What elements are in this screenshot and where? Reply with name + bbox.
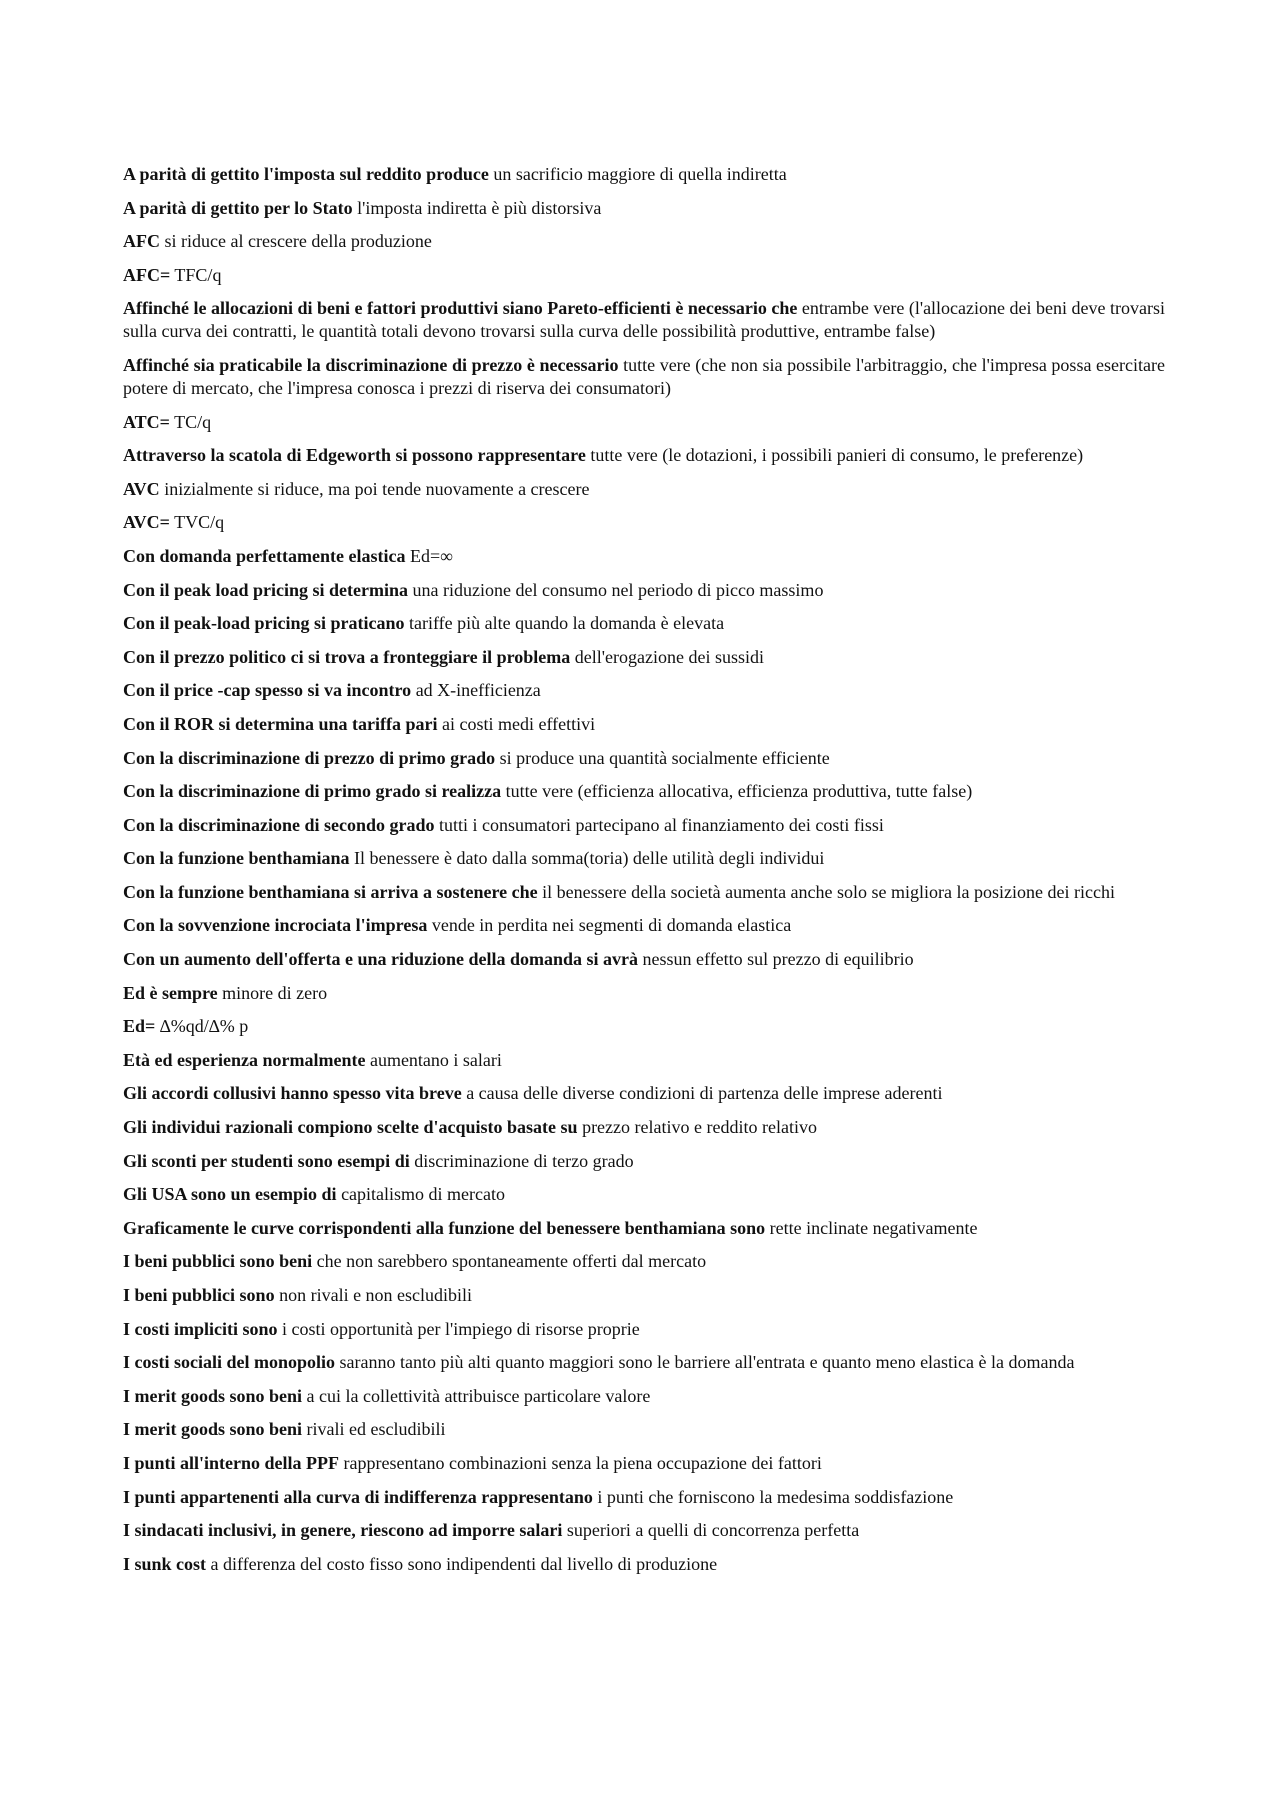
entry-question: Con la funzione benthamiana — [123, 848, 350, 869]
entry-question: Con il peak-load pricing si praticano — [123, 613, 405, 634]
entry-answer: tutti i consumatori partecipano al finanziamento dei costi fissi — [434, 814, 884, 835]
list-item — [123, 579, 1165, 602]
entry-question: I merit goods sono beni — [123, 1385, 303, 1406]
list-item — [123, 1519, 1165, 1542]
entry-question: AVC — [123, 478, 160, 499]
entry-question: Con la funzione benthamiana si arriva a sostenere che — [123, 881, 538, 902]
list-item — [123, 1015, 1165, 1038]
entry-answer: prezzo relativo e reddito relativo — [577, 1117, 817, 1138]
entry-question: Ed è sempre — [123, 982, 218, 1003]
entry-answer: dell'erogazione dei sussidi — [570, 646, 764, 667]
entry-answer: superiori a quelli di concorrenza perfetta — [562, 1520, 860, 1541]
entry-answer: TFC/q — [170, 264, 222, 285]
list-item — [123, 1486, 1165, 1509]
entry-answer: ai costi medi effettivi — [437, 713, 596, 734]
entry-question: AVC= — [123, 512, 170, 533]
entry-question: I sindacati inclusivi, in genere, riescono ad imporre salari — [123, 1520, 563, 1541]
list-item — [123, 612, 1165, 635]
entry-answer: vende in perdita nei segmenti di domanda elastica — [427, 915, 792, 936]
entry-question: A parità di gettito l'imposta sul reddito produce — [123, 164, 489, 184]
list-item — [123, 1452, 1165, 1475]
list-item — [123, 511, 1165, 534]
entry-answer: inizialmente si riduce, ma poi tende nuovamente a crescere — [159, 478, 590, 499]
entry-question: Gli sconti per studenti sono esempi di — [123, 1150, 410, 1171]
entry-answer: rappresentano combinazioni senza la piena occupazione dei fattori — [339, 1452, 822, 1473]
list-item — [123, 679, 1165, 702]
entry-question: Gli accordi collusivi hanno spesso vita breve — [123, 1083, 462, 1104]
list-item — [123, 230, 1165, 253]
list-item — [123, 1116, 1165, 1139]
list-item — [123, 354, 1165, 400]
list-item — [123, 297, 1165, 343]
entry-question: I punti appartenenti alla curva di indifferenza rappresentano — [123, 1486, 593, 1507]
entry-list — [123, 163, 1165, 1586]
entry-question: I merit goods sono beni — [123, 1419, 303, 1440]
list-item — [123, 1183, 1165, 1206]
list-item — [123, 1217, 1165, 1240]
entry-answer: si produce una quantità socialmente efficiente — [495, 747, 830, 768]
list-item — [123, 1049, 1165, 1072]
list-item — [123, 1082, 1165, 1105]
entry-question: Affinché sia praticabile la discriminazione di prezzo è necessario — [123, 354, 619, 375]
entry-answer: tutte vere (le dotazioni, i possibili panieri di consumo, le preferenze) — [585, 445, 1084, 466]
list-item — [123, 747, 1165, 770]
entry-question: Con la discriminazione di prezzo di primo grado — [123, 747, 496, 768]
entry-answer: ∆%qd/∆% p — [155, 1016, 249, 1037]
entry-answer: TC/q — [169, 411, 212, 432]
list-item — [123, 1318, 1165, 1341]
entry-question: Con un aumento dell'offerta e una riduzione della domanda si avrà — [123, 949, 639, 970]
list-item — [123, 444, 1165, 467]
entry-question: Gli USA sono un esempio di — [123, 1184, 337, 1205]
list-item — [123, 646, 1165, 669]
list-item — [123, 814, 1165, 837]
entry-answer: un sacrificio maggiore di quella indiretta — [488, 164, 787, 184]
entry-question: I costi sociali del monopolio — [123, 1352, 336, 1373]
entry-question: I costi impliciti sono — [123, 1318, 278, 1339]
list-item — [123, 1553, 1165, 1576]
entry-answer: l'imposta indiretta è più distorsiva — [352, 197, 602, 218]
entry-question: I punti all'interno della PPF — [123, 1452, 340, 1473]
list-item — [123, 197, 1165, 220]
entry-question: Con la sovvenzione incrociata l'impresa — [123, 915, 428, 936]
entry-question: I beni pubblici sono beni — [123, 1251, 313, 1272]
entry-answer: Ed=∞ — [405, 545, 453, 566]
entry-answer: Il benessere è dato dalla somma(toria) delle utilità degli individui — [349, 848, 825, 869]
entry-question: AFC — [123, 231, 160, 252]
list-item — [123, 1284, 1165, 1307]
entry-question: Età ed esperienza normalmente — [123, 1049, 366, 1070]
entry-question: Con la discriminazione di primo grado si realizza — [123, 781, 502, 802]
entry-answer: aumentano i salari — [365, 1049, 502, 1070]
list-item — [123, 948, 1165, 971]
entry-answer: TVC/q — [169, 512, 225, 533]
list-item — [123, 713, 1165, 736]
entry-question: Con la discriminazione di secondo grado — [123, 814, 435, 835]
list-item — [123, 982, 1165, 1005]
entry-answer: i punti che forniscono la medesima soddisfazione — [592, 1486, 954, 1507]
list-item — [123, 1150, 1165, 1173]
entry-answer: nessun effetto sul prezzo di equilibrio — [638, 949, 914, 970]
entry-question: Attraverso la scatola di Edgeworth si possono rappresentare — [123, 445, 586, 466]
entry-question: ATC= — [123, 411, 170, 432]
entry-question: Ed= — [123, 1016, 156, 1037]
list-item — [123, 264, 1165, 287]
entry-answer: entrambe vere (l'allocazione dei beni deve trovarsi sulla curva dei contratti, le quantità totali devono trovarsi sulla curva delle possibilità produttive, entrambe false) — [123, 298, 1166, 342]
entry-answer: minore di zero — [217, 982, 328, 1003]
entry-question: Con domanda perfettamente elastica — [123, 545, 406, 566]
entry-answer: rivali ed escludibili — [302, 1419, 446, 1440]
list-item — [123, 163, 1165, 186]
entry-question: Con il ROR si determina una tariffa pari — [123, 713, 438, 734]
list-item — [123, 1250, 1165, 1273]
entry-answer: a cui la collettività attribuisce particolare valore — [302, 1385, 651, 1406]
entry-question: Con il peak load pricing si determina — [123, 579, 409, 600]
entry-answer: capitalismo di mercato — [336, 1184, 506, 1205]
list-item — [123, 545, 1165, 568]
entry-question: Gli individui razionali compiono scelte d'acquisto basate su — [123, 1117, 578, 1138]
list-item — [123, 411, 1165, 434]
entry-answer: tariffe più alte quando la domanda è elevata — [404, 613, 725, 634]
entry-answer: non rivali e non escludibili — [274, 1285, 473, 1305]
entry-answer: rette inclinate negativamente — [765, 1217, 978, 1238]
list-item — [123, 780, 1165, 803]
list-item — [123, 1351, 1165, 1374]
list-item — [123, 914, 1165, 937]
list-item — [123, 881, 1165, 904]
entry-question: AFC= — [123, 264, 171, 285]
entry-answer: una riduzione del consumo nel periodo di picco massimo — [408, 579, 824, 600]
entry-question: Con il prezzo politico ci si trova a fronteggiare il problema — [123, 646, 571, 667]
entry-answer: discriminazione di terzo grado — [409, 1150, 634, 1171]
entry-answer: a causa delle diverse condizioni di partenza delle imprese aderenti — [461, 1083, 943, 1104]
entry-answer: tutte vere (efficienza allocativa, efficienza produttiva, tutte false) — [501, 781, 973, 802]
entry-answer: i costi opportunità per l'impiego di risorse proprie — [277, 1318, 640, 1339]
entry-question: I sunk cost — [123, 1553, 207, 1574]
list-item — [123, 1385, 1165, 1408]
entry-question: Graficamente le curve corrispondenti alla funzione del benessere benthamiana sono — [123, 1217, 766, 1238]
entry-answer: ad X-inefficienza — [411, 680, 541, 701]
list-item — [123, 478, 1165, 501]
entry-question: Con il price -cap spesso si va incontro — [123, 680, 412, 701]
entry-question: I beni pubblici sono — [123, 1285, 275, 1305]
entry-question: A parità di gettito per lo Stato — [123, 197, 353, 218]
entry-answer: il benessere della società aumenta anche solo se migliora la posizione dei ricchi — [537, 881, 1115, 902]
entry-answer: che non sarebbero spontaneamente offerti dal mercato — [312, 1251, 707, 1272]
entry-question: Affinché le allocazioni di beni e fattori produttivi siano Pareto-efficienti è necessario che — [123, 298, 798, 319]
entry-answer: tutte vere (che non sia possibile l'arbitraggio, che l'impresa possa esercitare potere di mercato, che l'impresa conosca i prezzi di riserva dei consumatori) — [123, 354, 1165, 398]
entry-answer: a differenza del costo fisso sono indipendenti dal livello di produzione — [206, 1553, 718, 1574]
entry-answer: si riduce al crescere della produzione — [160, 231, 432, 252]
entry-answer: saranno tanto più alti quanto maggiori sono le barriere all'entrata e quanto meno elastica è la domanda — [335, 1352, 1075, 1373]
list-item — [123, 1418, 1165, 1441]
list-item — [123, 847, 1165, 870]
